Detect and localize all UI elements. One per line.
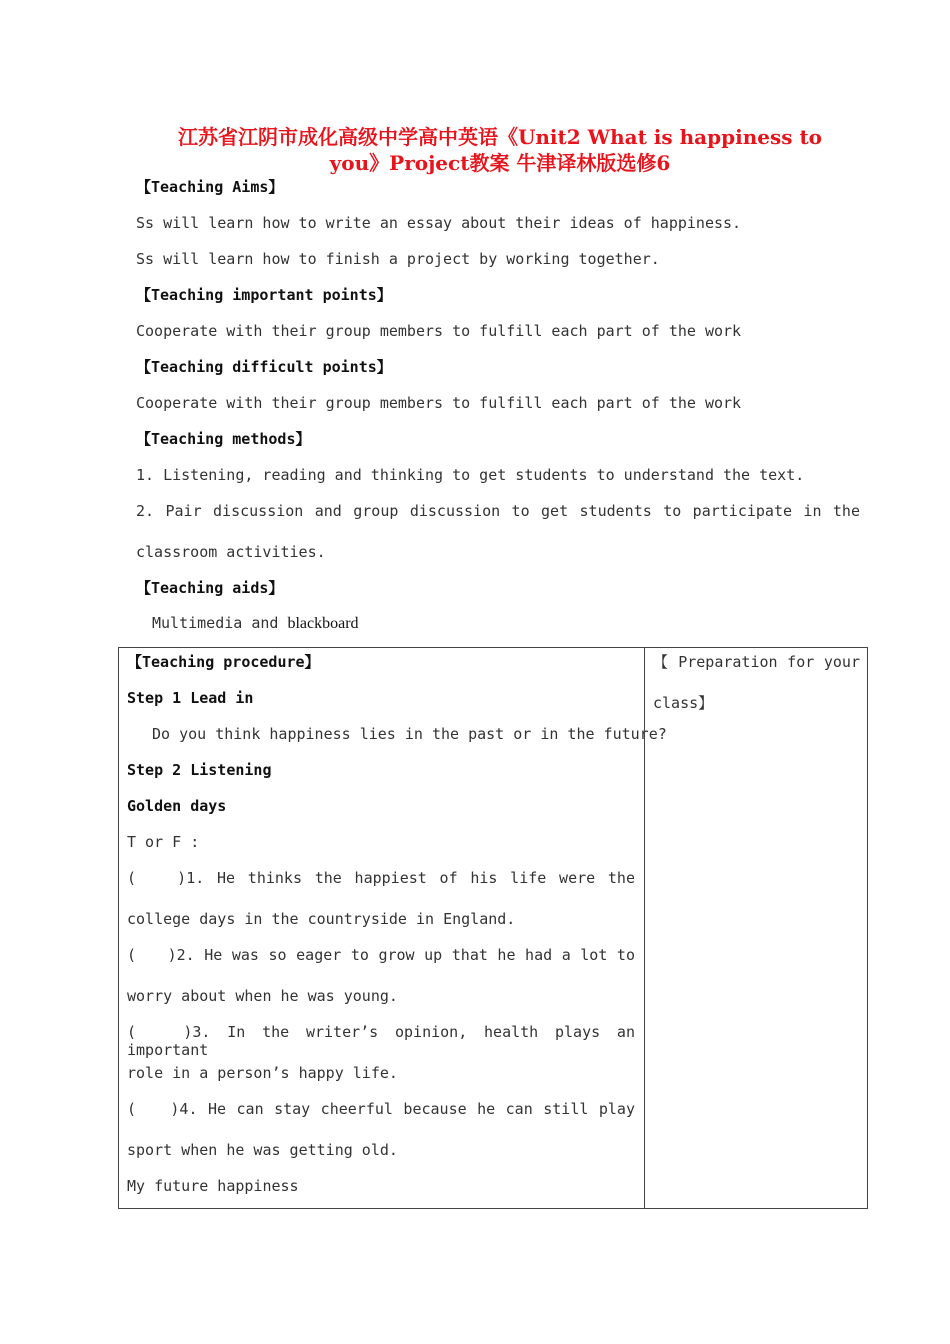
aims-item-2: Ss will learn how to finish a project by working together.: [136, 250, 660, 268]
step-1-heading: Step 1 Lead in: [127, 689, 254, 707]
question-2-line1: ( )2. He was so eager to grow up that he had a lot to: [127, 946, 635, 964]
question-3-line2: role in a person’s happy life.: [127, 1064, 398, 1082]
future-happiness-label: My future happiness: [127, 1177, 299, 1195]
important-points-text: Cooperate with their group members to fulfill each part of the work: [136, 322, 742, 340]
preparation-line2: class】: [653, 694, 714, 712]
procedure-heading: 【Teaching procedure】: [127, 653, 320, 671]
question-3-line1: ( )3. In the writer’s opinion, health plays an important: [127, 1023, 635, 1059]
aims-item-1: Ss will learn how to write an essay about their ideas of happiness.: [136, 214, 742, 232]
methods-item-2-line2: classroom activities.: [136, 543, 326, 561]
question-4-line1: ( )4. He can stay cheerful because he can still play: [127, 1100, 635, 1118]
listening-subtitle: Golden days: [127, 797, 227, 815]
preparation-line1: 【 Preparation for your: [653, 653, 860, 671]
question-1-line2: college days in the countryside in England.: [127, 910, 516, 928]
question-1-line1: ( )1. He thinks the happiest of his life were the: [127, 869, 635, 887]
aids-heading: 【Teaching aids】: [136, 579, 284, 597]
aids-text-blackboard: blackboard: [287, 615, 359, 632]
methods-heading: 【Teaching methods】: [136, 430, 311, 448]
difficult-points-text: Cooperate with their group members to fulfill each part of the work: [136, 394, 742, 412]
methods-item-2-line1: 2. Pair discussion and group discussion to get students to participate in the: [136, 502, 860, 520]
true-false-label: T or F :: [127, 833, 200, 851]
document-title-line2: you》Project教案 牛津译林版选修6: [329, 151, 671, 175]
methods-item-1: 1. Listening, reading and thinking to get students to understand the text.: [136, 466, 805, 484]
question-2-line2: worry about when he was young.: [127, 987, 398, 1005]
step-2-heading: Step 2 Listening: [127, 761, 272, 779]
document-title-line1: 江苏省江阴市成化高级中学高中英语《Unit2 What is happiness to: [177, 125, 823, 149]
aims-heading: 【Teaching Aims】: [136, 178, 284, 196]
aids-text: [152, 614, 359, 633]
aids-text-prefix: Multimedia and: [152, 614, 288, 632]
question-4-line2: sport when he was getting old.: [127, 1141, 398, 1159]
important-points-heading: 【Teaching important points】: [136, 286, 392, 304]
difficult-points-heading: 【Teaching difficult points】: [136, 358, 392, 376]
lead-in-question: Do you think happiness lies in the past or in the future?: [152, 725, 667, 743]
